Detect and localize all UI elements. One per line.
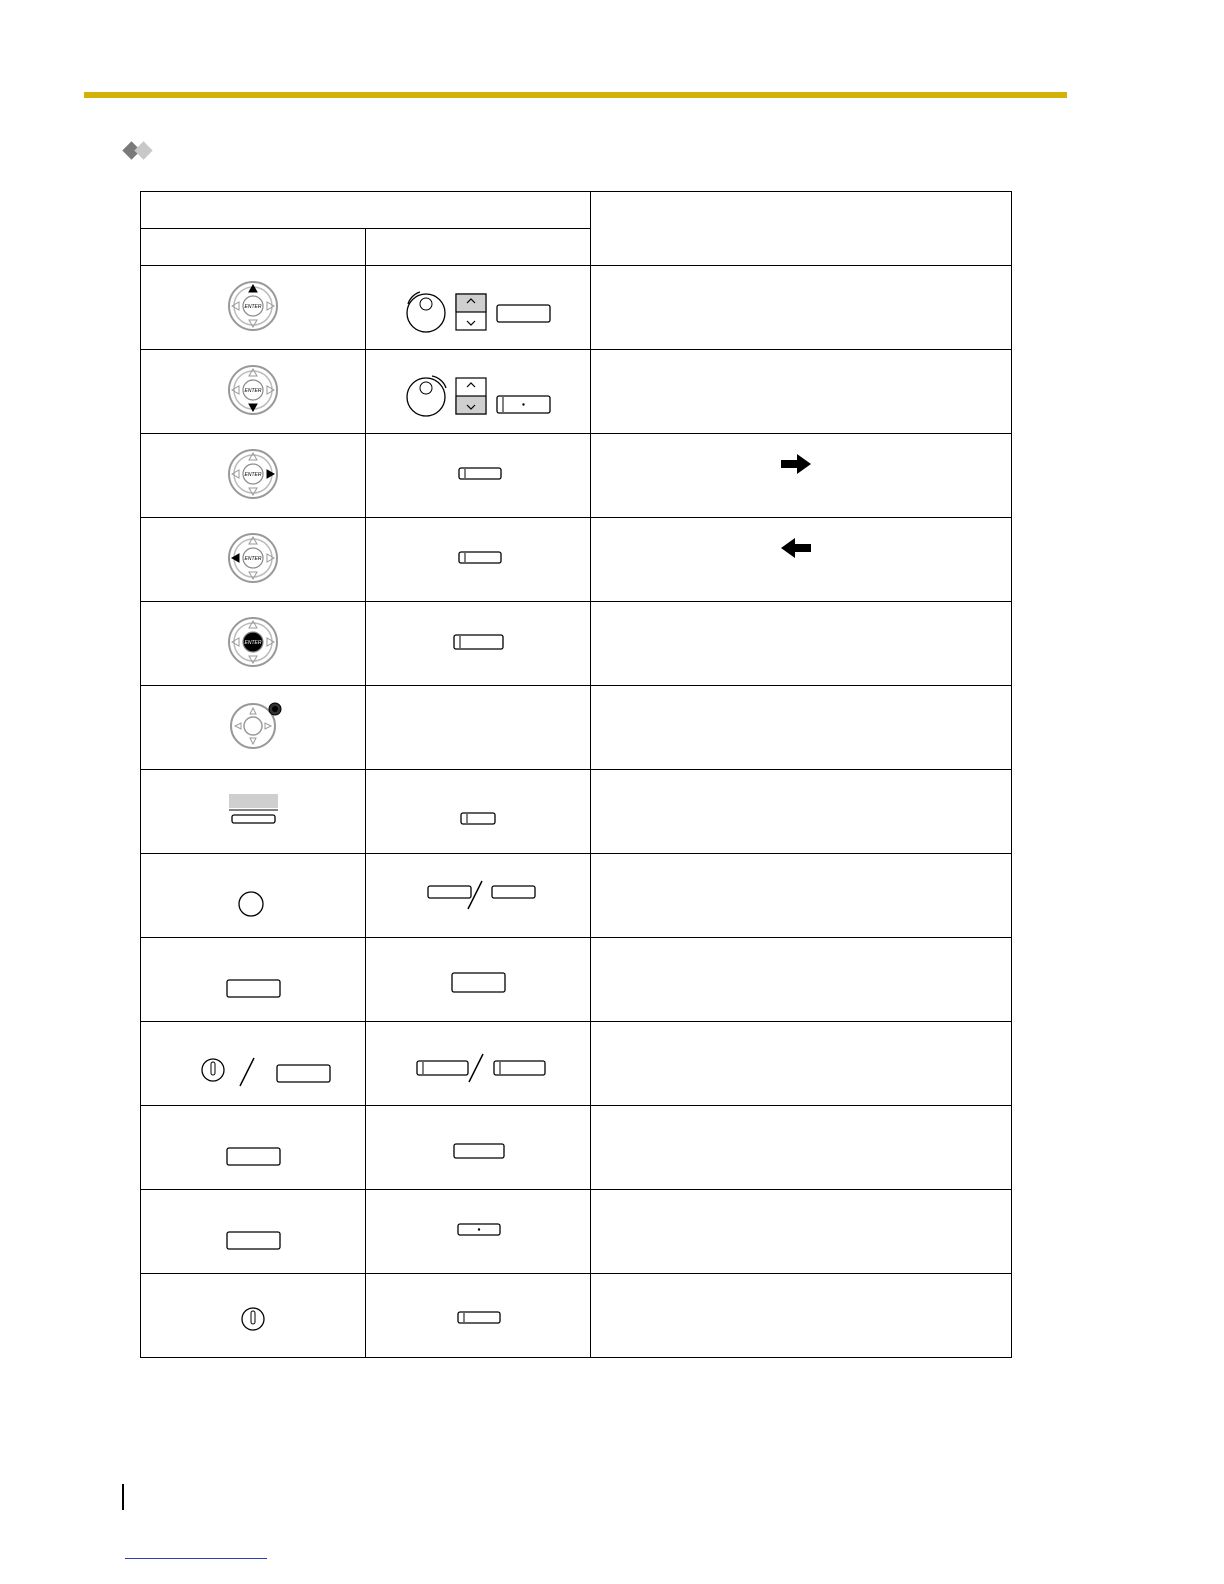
sl-cell [366,686,591,770]
description-cell [591,434,1012,518]
table-row-offhook [141,1022,1012,1106]
operation-icon-table [140,191,1012,1358]
pt-cell [141,770,366,854]
fixed-key-icon [366,938,591,1016]
description-cell [591,938,1012,1022]
pt-cell [141,266,366,350]
navigator-with-jog-icon [141,686,366,764]
sl-cell [366,938,591,1022]
section-bullet-icon [119,139,159,163]
table-row-fixed2 [141,1106,1012,1190]
flexible-key-icon [366,518,591,596]
round-key-icon [141,854,366,932]
description-cell [591,602,1012,686]
header-phone-types [141,192,591,229]
soft-key-icon [141,770,366,848]
table-row-enter [141,602,1012,686]
description-cell [591,518,1012,602]
flexible-key-icon [366,770,591,848]
handset-icon [141,1274,366,1352]
sl-cell [366,1274,591,1358]
dot-key-icon [366,1190,591,1268]
fixed-key-icon [366,1106,591,1184]
two-keys-icon [366,854,591,932]
header-sl [366,229,591,266]
pt-cell [141,686,366,770]
sl-cell [366,1106,591,1190]
description-cell [591,770,1012,854]
description-cell [591,1190,1012,1274]
flexible-key-icon [366,1274,591,1352]
header-pt [141,229,366,266]
svg-text:ENTER: ENTER [244,304,262,310]
handset-or-key-icon [141,1022,366,1100]
two-flexible-keys-icon [366,1022,591,1100]
table-row-jog [141,686,1012,770]
top-accent-rule [84,92,1067,98]
svg-text:ENTER: ENTER [244,472,262,478]
sl-cell [366,602,591,686]
fixed-key-icon [141,1190,366,1268]
table-row-soft [141,770,1012,854]
table-row-down [141,350,1012,434]
table-row-right [141,434,1012,518]
navigator-down-icon [141,350,366,428]
sl-cell [366,518,591,602]
description-cell [591,1274,1012,1358]
left-arrow-icon [781,538,811,558]
description-cell [591,1106,1012,1190]
fixed-key-icon [141,938,366,1016]
table-row-up [141,266,1012,350]
svg-text:ENTER: ENTER [244,388,262,394]
svg-text:ENTER: ENTER [244,640,262,646]
navigator-up-icon [141,266,366,344]
table-row-left [141,518,1012,602]
description-cell [591,266,1012,350]
jog-dial-up-with-volume-and-key-icon [366,266,591,344]
navigator-right-icon [141,434,366,512]
pt-cell [141,938,366,1022]
pt-cell [141,350,366,434]
svg-text:ENTER: ENTER [244,556,262,562]
table-row-handset [141,1274,1012,1358]
sl-cell [366,854,591,938]
description-cell [591,1022,1012,1106]
right-arrow-icon [781,454,811,474]
jog-dial-down-with-volume-and-key-icon [366,350,591,428]
flexible-key-icon [366,434,591,512]
page-margin-bar [122,1484,124,1510]
fixed-key-icon [141,1106,366,1184]
pt-cell [141,602,366,686]
table-row-fixed1 [141,938,1012,1022]
pt-cell [141,1190,366,1274]
pt-cell [141,1022,366,1106]
sl-cell [366,1190,591,1274]
sl-cell [366,350,591,434]
flexible-key-icon [366,602,591,680]
navigator-left-icon [141,518,366,596]
description-cell [591,350,1012,434]
sl-cell [366,1022,591,1106]
header-description [591,192,1012,266]
sl-cell [366,434,591,518]
table-row-fixed3 [141,1190,1012,1274]
pt-cell [141,434,366,518]
table-row-circle [141,854,1012,938]
pt-cell [141,518,366,602]
sl-cell [366,770,591,854]
sl-cell [366,266,591,350]
pt-cell [141,1106,366,1190]
pt-cell [141,854,366,938]
description-cell [591,854,1012,938]
pt-cell [141,1274,366,1358]
footer-link-underline [125,1558,267,1559]
description-cell [591,686,1012,770]
navigator-enter-icon [141,602,366,680]
